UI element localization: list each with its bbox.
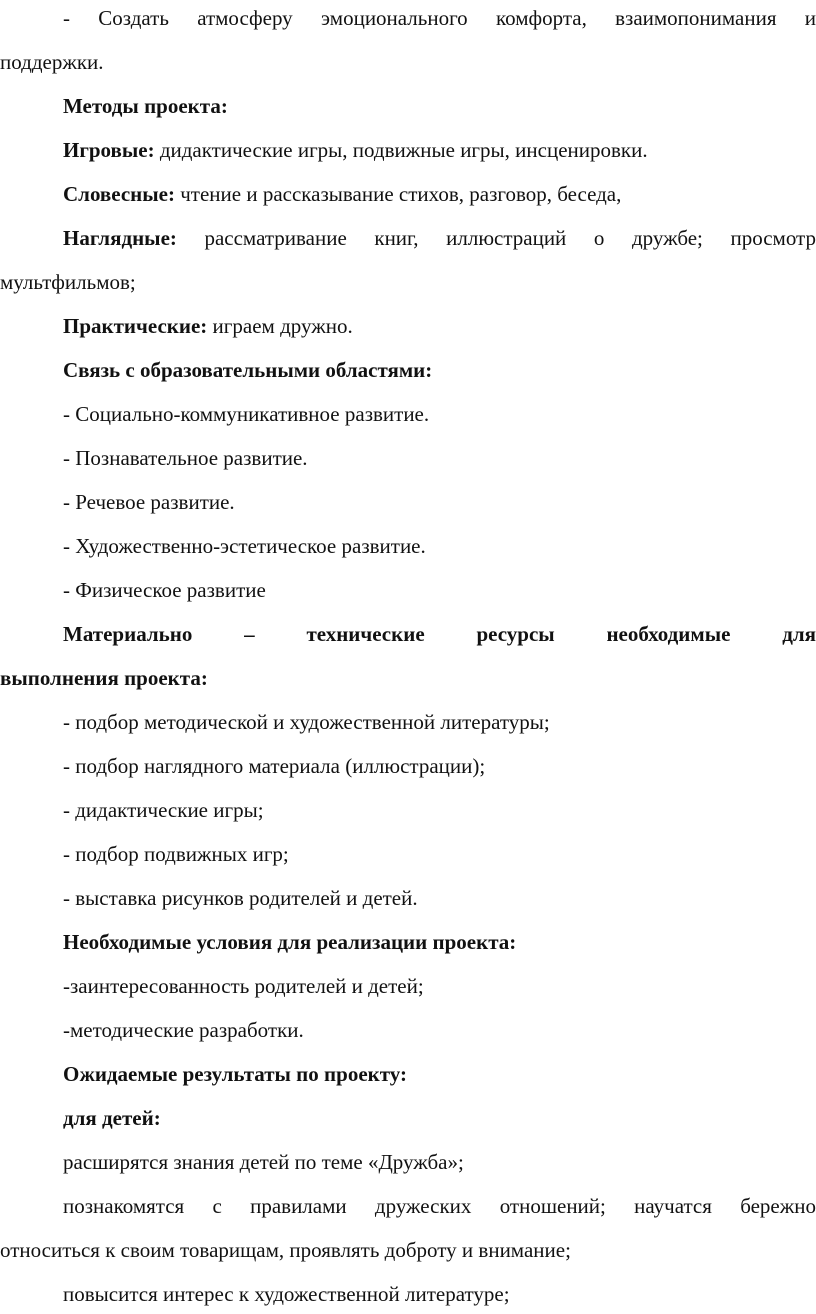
area-item: - Художественно-эстетическое развитие.	[63, 534, 426, 558]
resource-item: - выставка рисунков родителей и детей.	[63, 886, 418, 910]
method-visual-label: Наглядные:	[63, 226, 177, 250]
method-game	[0, 130, 816, 170]
result-item-cont: относиться к своим товарищам, проявлять доброту и внимание;	[0, 1238, 571, 1262]
resource-item: - подбор подвижных игр;	[63, 842, 289, 866]
method-visual-text: рассматривание книг, иллюстраций о дружбе; просмотр	[176, 226, 816, 250]
method-visual-cont: мультфильмов;	[0, 270, 136, 294]
method-verbal	[0, 174, 816, 214]
method-practical	[0, 306, 816, 346]
methods-heading: Методы проекта:	[63, 94, 228, 118]
result-item: повысится интерес к художественной литературе;	[63, 1282, 510, 1306]
method-verbal-text: чтение и рассказывание стихов, разговор, беседа,	[174, 182, 622, 206]
conditions-heading: Необходимые условия для реализации проекта:	[63, 930, 517, 954]
area-item: - Познавательное развитие.	[63, 446, 308, 470]
condition-item: -заинтересованность родителей и детей;	[63, 974, 424, 998]
resource-item: - подбор методической и художественной литературы;	[63, 710, 550, 734]
resource-item: - подбор наглядного материала (иллюстрации);	[63, 754, 486, 778]
areas-heading: Связь с образовательными областями:	[63, 358, 433, 382]
method-practical-label: Практические:	[63, 314, 208, 338]
result-item: расширятся знания детей по теме «Дружба»;	[63, 1150, 464, 1174]
intro-line-2: поддержки.	[0, 50, 104, 74]
results-heading: Ожидаемые результаты по проекту:	[63, 1062, 407, 1086]
resources-heading-line-1: Материально – технические ресурсы необходимые для	[63, 622, 816, 646]
method-game-label: Игровые:	[63, 138, 155, 162]
intro-line-1: - Создать атмосферу эмоционального комфорта, взаимопонимания и	[63, 6, 816, 30]
area-item: - Речевое развитие.	[63, 490, 235, 514]
condition-item: -методические разработки.	[63, 1018, 304, 1042]
method-practical-text: играем дружно.	[207, 314, 353, 338]
result-item: познакомятся с правилами дружеских отношений; научатся бережно	[63, 1194, 816, 1218]
children-heading: для детей:	[63, 1106, 161, 1130]
area-item: - Социально-коммуникативное развитие.	[63, 402, 430, 426]
method-game-text: дидактические игры, подвижные игры, инсценировки.	[154, 138, 648, 162]
method-visual	[0, 218, 816, 258]
area-item: - Физическое развитие	[63, 578, 266, 602]
resource-item: - дидактические игры;	[63, 798, 264, 822]
method-verbal-label: Словесные:	[63, 182, 175, 206]
resources-heading-line-2: выполнения проекта:	[0, 666, 208, 690]
